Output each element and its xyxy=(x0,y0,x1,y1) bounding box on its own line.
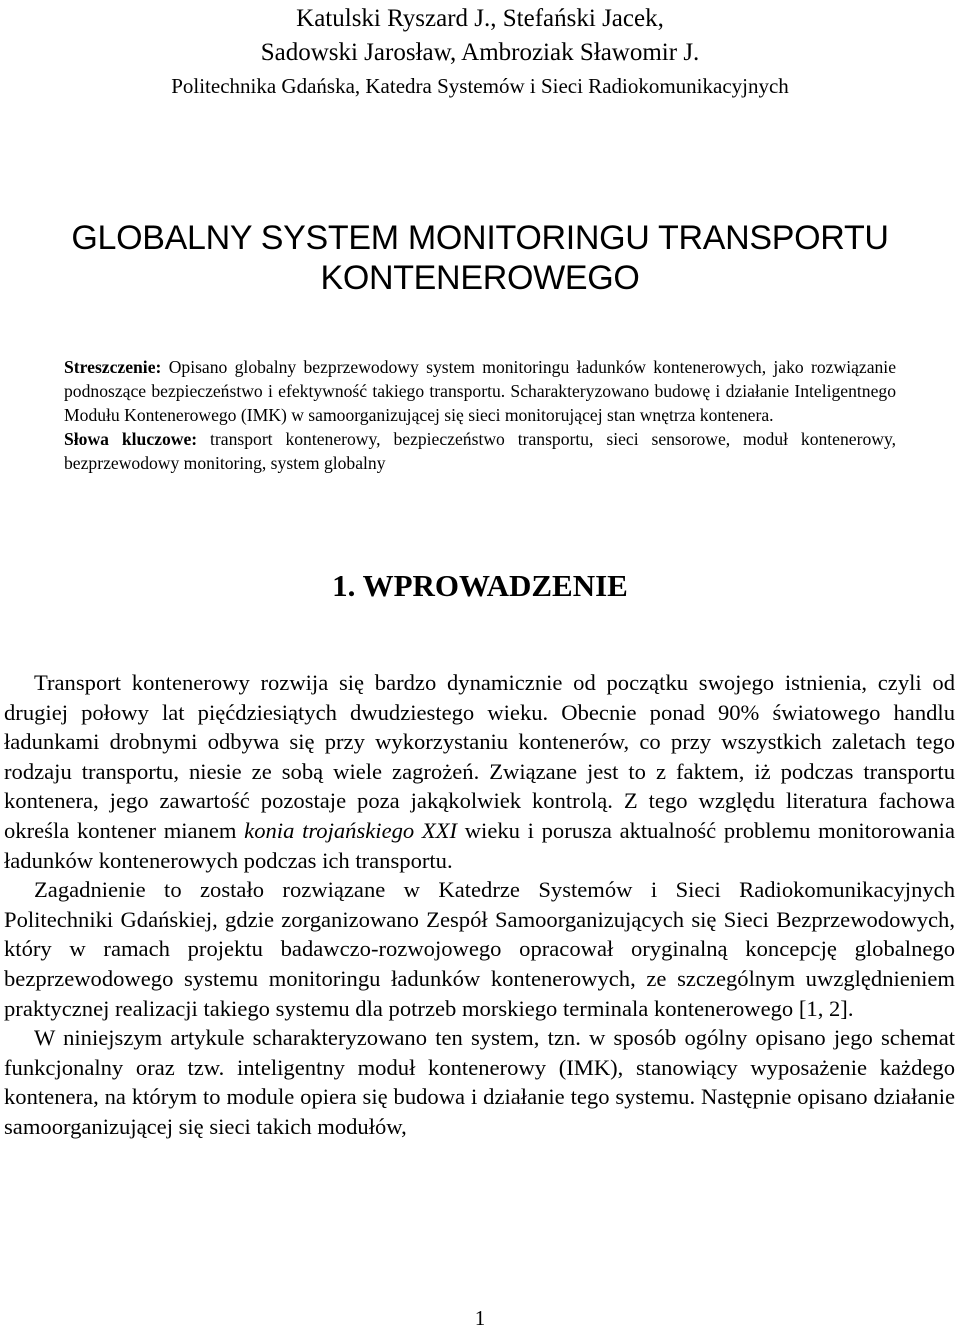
section-heading: 1. WPROWADZENIE xyxy=(332,568,628,603)
authors-line-2: Sadowski Jarosław, Ambroziak Sławomir J. xyxy=(260,39,700,66)
paragraph-2: Zagadnienie to zostało rozwiązane w Katedrze Systemów i Sieci Radiokomunikacyjnych Politechniki Gdańskiej, gdzie zorganizowano Zespół Samoorganizujących się Sieci Bezprzewodowych, który w ramach projektu badawczo-rozwojowego opracował oryginalną koncepcję globalnego bezprzewodowego systemu monitoringu ładunków kontenerowych, ze szczególnym uwzględnieniem praktycznej realizacji takiego systemu dla potrzeb morskiego terminala kontenerowego [1, 2]. xyxy=(4,877,955,1021)
paragraph-3: W niniejszym artykule scharakteryzowano ten system, tzn. w sposób ogólny opisano jego schemat funkcjonalny oraz tzw. inteligentny moduł kontenerowy (IMK), stanowiący wyposażenie każdego kontenera, na którym to module opiera się budowa i działanie tego systemu. Następnie opisano działanie samoorganizującej się sieci takich modułów, xyxy=(4,1025,955,1139)
page-number: 1 xyxy=(474,1306,486,1330)
keywords-label: Słowa kluczowe: xyxy=(64,429,198,449)
summary-label: Streszczenie: xyxy=(64,357,162,377)
author-block xyxy=(0,2,960,102)
abstract-block xyxy=(64,355,896,475)
paragraph-1-part-b: wieku i porusza aktualność problemu monitorowania ładunków kontenerowych podczas ich transportu. xyxy=(4,817,955,873)
summary-text: Opisano globalny bezprzewodowy system monitoringu ładunków kontenerowych, jako rozwiązanie podnoszące bezpieczeństwo i efektywność takiego transportu. Scharakteryzowano budowę i działanie Inteligentnego Modułu Kontenerowego (IMK) w samoorganizującej się sieci monitorującej stan wnętrza kontenera. xyxy=(64,357,896,425)
title-line-1: GLOBALNY SYSTEM MONITORINGU TRANSPORTU xyxy=(71,219,889,257)
paragraph-1 xyxy=(4,668,955,875)
abstract-summary xyxy=(64,355,896,427)
paragraph-1-italic: konia trojańskiego XXI xyxy=(244,817,458,843)
paper-title xyxy=(0,218,960,298)
affiliation: Politechnika Gdańska, Katedra Systemów i Sieci Radiokomunikacyjnych xyxy=(171,74,789,98)
authors-line-1: Katulski Ryszard J., Stefański Jacek, xyxy=(296,5,664,32)
title-line-2: KONTENEROWEGO xyxy=(320,259,640,297)
paragraph-1-part-a: Transport kontenerowy rozwija się bardzo dynamicznie od początku swojego istnienia, czyli od drugiej połowy lat pięćdziesiątych dwudziestego wieku. Obecnie ponad 90% światowego handlu ładunkami drobnymi odbywa się przy wykorzystaniu kontenerów, co przy wszystkich zaletach tego rodzaju transportu, niesie ze sobą wiele zagrożeń. Związane jest to z faktem, iż podczas transportu kontenera, jego zawartość pozostaje poza jakąkolwiek kontrolą. Z tego względu literatura fachowa określa kontener mianem xyxy=(4,670,955,843)
keywords-text: transport kontenerowy, bezpieczeństwo transportu, sieci sensorowe, moduł kontenerowy, bezprzewodowy monitoring, system globalny xyxy=(64,429,897,473)
section-body xyxy=(4,668,955,1142)
abstract-keywords xyxy=(64,427,896,475)
